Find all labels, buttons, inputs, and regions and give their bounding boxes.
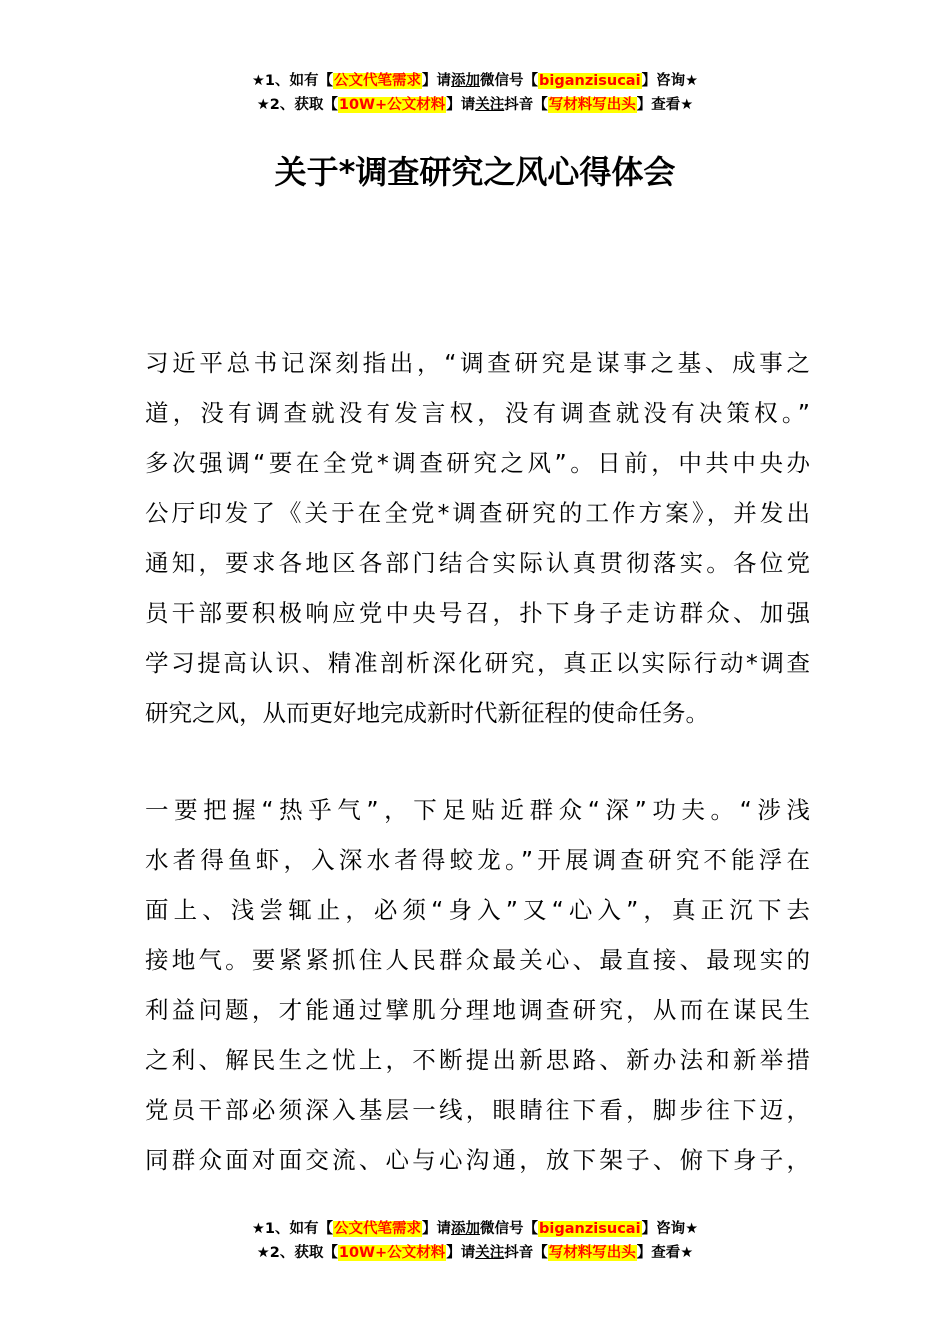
paragraph-line: 员干部要积极响应党中央号召，扑下身子走访群众、加强 <box>145 599 810 627</box>
promo-line-1 <box>0 69 950 93</box>
promo-highlight: 公文代笔需求 <box>334 73 422 89</box>
paragraph-line: 通知，要求各地区各部门结合实际认真贯彻落实。各位党 <box>145 549 810 577</box>
promo-text: 微信号【 <box>480 73 539 89</box>
promo-line-2 <box>0 1241 950 1265</box>
promo-text: 】查看★ <box>636 1245 694 1261</box>
promo-header <box>0 69 950 117</box>
promo-highlight: 公文代笔需求 <box>334 1221 422 1237</box>
promo-text: 抖音【 <box>504 1245 548 1261</box>
body-paragraph-2 <box>145 785 810 1185</box>
promo-text: 抖音【 <box>504 97 548 113</box>
promo-text: 】咨询★ <box>641 1221 699 1237</box>
promo-emphasis: 添加 <box>451 1221 481 1237</box>
promo-text: 】请 <box>422 73 452 89</box>
promo-text: ★1、如有【 <box>251 1221 334 1237</box>
paragraph-line: 多次强调“要在全党*调查研究之风”。日前，中共中央办 <box>145 449 810 477</box>
paragraph-line: 之利、解民生之忧上，不断提出新思路、新办法和新举措 <box>145 1046 810 1074</box>
paragraph-line: 水者得鱼虾，入深水者得蛟龙。”开展调查研究不能浮在 <box>145 846 810 874</box>
promo-line-1 <box>0 1217 950 1241</box>
promo-text: ★2、获取【 <box>256 97 338 113</box>
paragraph-line: 道，没有调查就没有发言权，没有调查就没有决策权。” <box>145 399 810 427</box>
body-paragraph-1 <box>145 338 810 738</box>
promo-highlight: 10W+公文材料 <box>338 1245 446 1261</box>
paragraph-line: 习近平总书记深刻指出，“调查研究是谋事之基、成事之 <box>145 349 810 377</box>
paragraph-line: 公厅印发了《关于在全党*调查研究的工作方案》，并发出 <box>145 499 810 527</box>
paragraph-line: 学习提高认识、精准剖析深化研究，真正以实际行动*调查 <box>145 649 810 677</box>
promo-text: ★1、如有【 <box>251 73 334 89</box>
promo-line-2 <box>0 93 950 117</box>
paragraph-line: 同群众面对面交流、心与心沟通，放下架子、俯下身子， <box>145 1146 810 1174</box>
paragraph-line: 利益问题，才能通过擘肌分理地调查研究，从而在谋民生 <box>145 996 810 1024</box>
promo-emphasis: 添加 <box>451 73 481 89</box>
promo-highlight: 10W+公文材料 <box>338 97 446 113</box>
promo-emphasis: 关注 <box>475 97 505 113</box>
promo-text: 】请 <box>446 97 476 113</box>
document-title: 关于*调查研究之风心得体会 <box>274 153 676 191</box>
promo-footer <box>0 1217 950 1265</box>
paragraph-line: 接地气。要紧紧抓住人民群众最关心、最直接、最现实的 <box>145 946 810 974</box>
paragraph-line: 党员干部必须深入基层一线，眼睛往下看，脚步往下迈， <box>145 1096 810 1124</box>
promo-highlight: 写材料写出头 <box>548 1245 636 1261</box>
promo-text: ★2、获取【 <box>256 1245 338 1261</box>
paragraph-line: 一要把握“热乎气”，下足贴近群众“深”功夫。“涉浅 <box>145 796 810 824</box>
promo-highlight: biganzisucai <box>539 73 641 89</box>
paragraph-line: 研究之风，从而更好地完成新时代新征程的使命任务。 <box>145 699 709 727</box>
promo-highlight: biganzisucai <box>539 1221 641 1237</box>
promo-text: 】查看★ <box>636 97 694 113</box>
promo-text: 微信号【 <box>480 1221 539 1237</box>
promo-highlight: 写材料写出头 <box>548 97 636 113</box>
promo-text: 】请 <box>422 1221 452 1237</box>
promo-emphasis: 关注 <box>475 1245 505 1261</box>
promo-text: 】请 <box>446 1245 476 1261</box>
promo-text: 】咨询★ <box>641 73 699 89</box>
paragraph-line: 面上、浅尝辄止，必须“身入”又“心入”，真正沉下去 <box>145 896 810 924</box>
